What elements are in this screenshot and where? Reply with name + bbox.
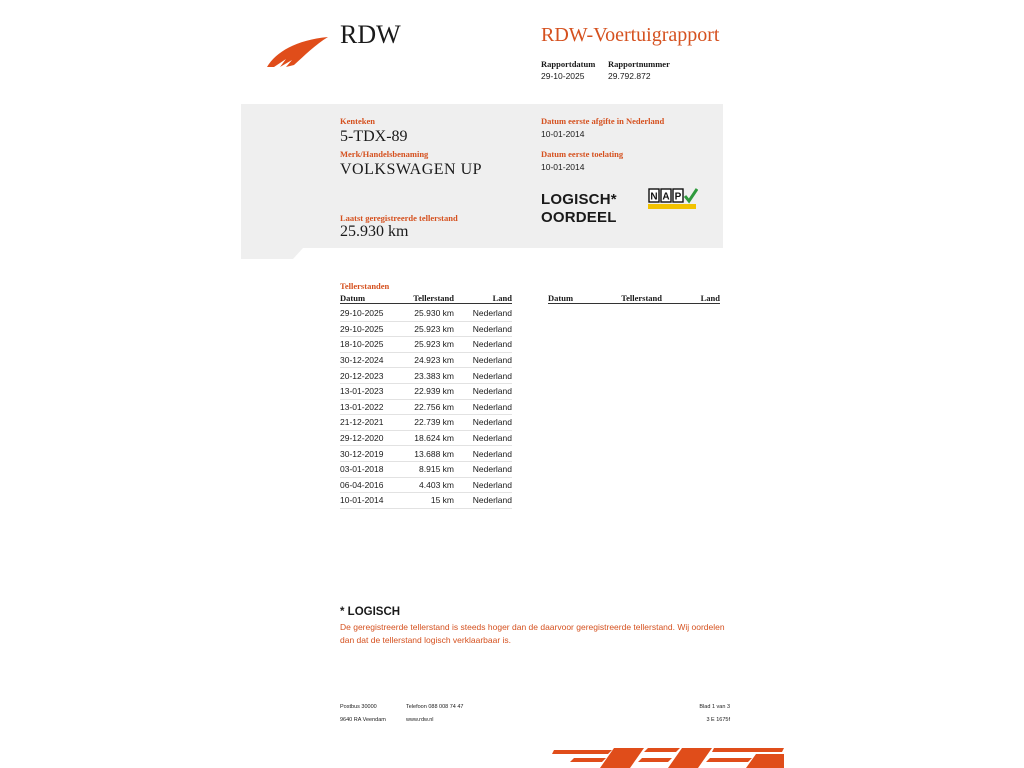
decorative-stripes-icon bbox=[552, 746, 784, 768]
nap-letter-n: N bbox=[650, 191, 658, 203]
column-header-date: Datum bbox=[548, 293, 610, 304]
reading-country: Nederland bbox=[454, 415, 512, 431]
reading-country: Nederland bbox=[454, 337, 512, 353]
nap-letter-a: A bbox=[662, 191, 670, 203]
column-header-country: Land bbox=[662, 293, 720, 304]
table-header-row bbox=[340, 293, 512, 304]
table-row bbox=[340, 383, 512, 399]
reading-country: Nederland bbox=[454, 304, 512, 322]
column-header-odometer: Tellerstand bbox=[610, 293, 662, 304]
reading-date: 30-12-2024 bbox=[340, 352, 402, 368]
reading-country: Nederland bbox=[454, 399, 512, 415]
column-header-date: Datum bbox=[340, 293, 402, 304]
verdict-line-1: LOGISCH* bbox=[541, 191, 617, 208]
reading-country: Nederland bbox=[454, 383, 512, 399]
reading-odometer: 18.624 km bbox=[402, 430, 454, 446]
report-date-label: Rapportdatum bbox=[541, 59, 596, 69]
readings-table bbox=[340, 293, 512, 509]
footer-po-box: Postbus 30000 bbox=[340, 704, 377, 710]
brand-name: RDW bbox=[340, 20, 401, 49]
readings-table-empty bbox=[548, 293, 720, 304]
plate-number: 5-TDX-89 bbox=[340, 128, 408, 145]
plate-label: Kenteken bbox=[340, 116, 375, 126]
reading-country: Nederland bbox=[454, 352, 512, 368]
first-admission-label: Datum eerste toelating bbox=[541, 149, 624, 159]
table-row bbox=[340, 304, 512, 322]
reading-odometer: 25.923 km bbox=[402, 321, 454, 337]
reading-odometer: 4.403 km bbox=[402, 477, 454, 493]
footer-document-code: 3 E 1675f bbox=[706, 717, 730, 723]
odometer-label: Laatst geregistreerde tellerstand bbox=[340, 213, 458, 223]
column-header-country: Land bbox=[454, 293, 512, 304]
note-text: De geregistreerde tellerstand is steeds hoger dan de daarvoor geregistreerde tellerstand. Wij oordelen dan dat de tellerstand logisch verklaarbaar is. bbox=[340, 622, 725, 645]
reading-country: Nederland bbox=[454, 430, 512, 446]
table-row bbox=[340, 352, 512, 368]
reading-odometer: 23.383 km bbox=[402, 368, 454, 384]
odometer-value: 25.930 km bbox=[340, 223, 409, 240]
table-row bbox=[340, 493, 512, 509]
reading-date: 29-12-2020 bbox=[340, 430, 402, 446]
footer-page-number: Blad 1 van 3 bbox=[699, 704, 730, 710]
footer-website[interactable]: www.rdw.nl bbox=[406, 717, 434, 723]
rdw-logo bbox=[266, 34, 330, 70]
footer-phone: Telefoon 088 008 74 47 bbox=[406, 704, 464, 710]
readings-table-body bbox=[340, 304, 512, 509]
reading-date: 03-01-2018 bbox=[340, 461, 402, 477]
report-date: 29-10-2025 bbox=[541, 71, 585, 81]
reading-date: 30-12-2019 bbox=[340, 446, 402, 462]
make-name: VOLKSWAGEN UP bbox=[340, 161, 483, 178]
reading-odometer: 25.923 km bbox=[402, 337, 454, 353]
reading-country: Nederland bbox=[454, 461, 512, 477]
reading-date: 29-10-2025 bbox=[340, 321, 402, 337]
table-row bbox=[340, 399, 512, 415]
table-row bbox=[340, 430, 512, 446]
first-registration-nl-date: 10-01-2014 bbox=[541, 129, 585, 139]
verdict-text bbox=[541, 191, 617, 227]
table-row bbox=[340, 446, 512, 462]
reading-odometer: 24.923 km bbox=[402, 352, 454, 368]
reading-date: 20-12-2023 bbox=[340, 368, 402, 384]
first-registration-nl-label: Datum eerste afgifte in Nederland bbox=[541, 116, 665, 126]
reading-odometer: 22.739 km bbox=[402, 415, 454, 431]
table-row bbox=[340, 368, 512, 384]
first-admission-date: 10-01-2014 bbox=[541, 162, 585, 172]
reading-date: 06-04-2016 bbox=[340, 477, 402, 493]
reading-date: 10-01-2014 bbox=[340, 493, 402, 509]
reading-country: Nederland bbox=[454, 368, 512, 384]
reading-country: Nederland bbox=[454, 321, 512, 337]
reading-date: 21-12-2021 bbox=[340, 415, 402, 431]
report-number-label: Rapportnummer bbox=[608, 59, 670, 69]
column-header-odometer: Tellerstand bbox=[402, 293, 454, 304]
table-row bbox=[340, 477, 512, 493]
reading-odometer: 22.939 km bbox=[402, 383, 454, 399]
make-label: Merk/Handelsbenaming bbox=[340, 149, 429, 159]
reading-odometer: 8.915 km bbox=[402, 461, 454, 477]
footer-stripes bbox=[552, 746, 784, 768]
note-title: * LOGISCH bbox=[340, 606, 401, 618]
reading-date: 29-10-2025 bbox=[340, 304, 402, 322]
rdw-wing-icon bbox=[266, 34, 330, 70]
nap-logo bbox=[648, 188, 698, 209]
report-number: 29.792.872 bbox=[608, 71, 651, 81]
reading-odometer: 15 km bbox=[402, 493, 454, 509]
reading-date: 13-01-2022 bbox=[340, 399, 402, 415]
readings-section-title: Tellerstanden bbox=[340, 281, 390, 291]
reading-odometer: 25.930 km bbox=[402, 304, 454, 322]
reading-odometer: 22.756 km bbox=[402, 399, 454, 415]
verdict-line-2: OORDEEL bbox=[541, 209, 617, 226]
reading-country: Nederland bbox=[454, 446, 512, 462]
reading-odometer: 13.688 km bbox=[402, 446, 454, 462]
table-row bbox=[340, 415, 512, 431]
report-title: RDW-Voertuigrapport bbox=[541, 24, 720, 46]
table-row bbox=[340, 321, 512, 337]
nap-letter-p: P bbox=[674, 191, 682, 203]
reading-date: 18-10-2025 bbox=[340, 337, 402, 353]
table-row bbox=[340, 461, 512, 477]
reading-country: Nederland bbox=[454, 477, 512, 493]
nap-check-icon bbox=[648, 188, 698, 209]
footer-postal: 9640 RA Veendam bbox=[340, 717, 386, 723]
vehicle-info-box bbox=[241, 104, 723, 259]
reading-country: Nederland bbox=[454, 493, 512, 509]
table-row bbox=[340, 337, 512, 353]
reading-date: 13-01-2023 bbox=[340, 383, 402, 399]
table-header-row bbox=[548, 293, 720, 304]
